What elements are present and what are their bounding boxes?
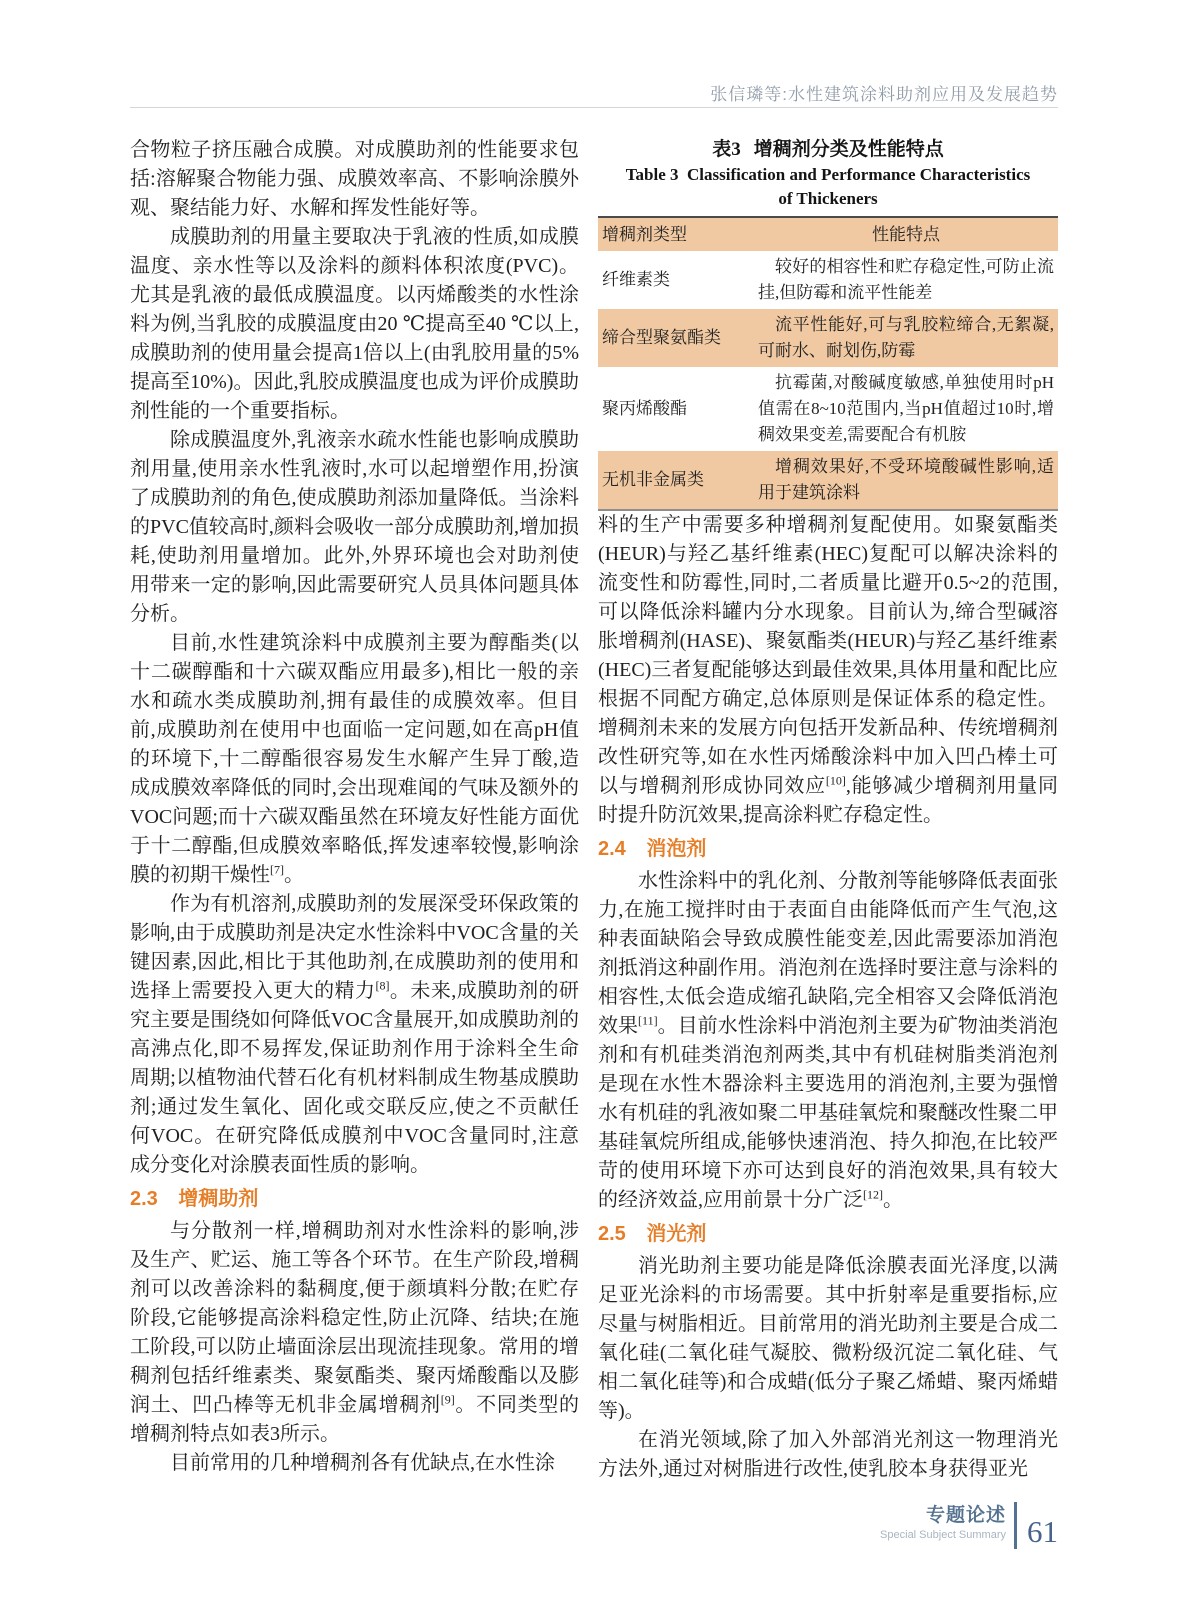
cell-performance: 抗霉菌,对酸碱度敏感,单独使用时pH值需在8~10范围内,当pH值超过10时,增稠效果变差,需要配合有机胺 — [758, 373, 1054, 444]
running-title: 张信璘等:水性建筑涂料助剂应用及发展趋势 — [710, 85, 1058, 104]
paragraph: 目前常用的几种增稠剂各有优缺点,在水性涂 — [170, 1452, 555, 1474]
section-heading-2-4 — [598, 836, 1058, 863]
table-row — [598, 451, 1058, 510]
right-column — [598, 136, 1058, 1484]
cell-performance: 流平性能好,可与乳胶粒缔合,无絮凝,可耐水、耐划伤,防霉 — [758, 315, 1054, 360]
section-number: 2.3 — [130, 1188, 158, 1210]
section-heading-2-3 — [130, 1186, 579, 1213]
cell-thickener-type: 纤维素类 — [602, 270, 670, 289]
cell-thickener-type: 聚丙烯酸酯 — [602, 399, 687, 418]
paragraph: 除成膜温度外,乳液亲水疏水性能也影响成膜助剂用量,使用亲水性乳液时,水可以起增塑作用,扮演了成膜助剂的角色,使成膜助剂添加量降低。当涂料的PVC值较高时,颜料会吸收一部分成膜助剂,增加损耗,使助剂用量增加。此外,外界环境也会对助剂使用带来一定的影响,因此需要研究人员具体问题具体分析。 — [130, 429, 579, 625]
cell-thickener-type: 无机非金属类 — [602, 470, 704, 489]
paragraph: 料的生产中需要多种增稠剂复配使用。如聚氨酯类(HEUR)与羟乙基纤维素(HEC)复配可以解决涂料的流变性和防霉性,同时,二者质量比避开0.5~2的范围,可以降低涂料罐内分水现象。目前认为,缔合型碱溶胀增稠剂(HASE)、聚氨酯类(HEUR)与羟乙基纤维素(HEC)三者复配能够达到最佳效果,具体用量和配比应根据不同配方确定,总体原则是保证体系的稳定性。增稠剂未来的发展方向包括开发新品种、传统增稠剂改性研究等,如在水性丙烯酸涂料中加入凹凸棒土可以与增稠剂形成协同效应[10],能够减少增稠剂用量同时提升防沉效果,提高涂料贮存稳定性。 — [598, 514, 1059, 826]
table-caption-zh — [598, 136, 1058, 163]
section-number: 2.4 — [598, 838, 626, 860]
header-divider — [130, 107, 1058, 108]
footer-divider-bar — [1014, 1502, 1017, 1549]
paragraph: 合物粒子挤压融合成膜。对成膜助剂的性能要求包括:溶解聚合物能力强、成膜效率高、不影响涂膜外观、聚结能力好、水解和挥发性能好等。 — [130, 139, 579, 219]
left-column — [130, 136, 579, 1478]
section-title: 消光剂 — [646, 1223, 707, 1245]
paragraph: 作为有机溶剂,成膜助剂的发展深受环保政策的影响,由于成膜助剂是决定水性涂料中VOC含量的关键因素,因此,相比于其他助剂,在成膜助剂的使用和选择上需要投入更大的精力[8]。未来,成膜助剂的研究主要是围绕如何降低VOC含量展开,如成膜助剂的高沸点化,即不易挥发,保证助剂作用于涂料全生命周期;以植物油代替石化有机材料制成生物基成膜助剂;通过发生氧化、固化或交联反应,使之不贡献任何VOC。在研究降低成膜剂中VOC含量同时,注意成分变化对涂膜表面性质的影响。 — [130, 893, 580, 1176]
table-row — [598, 309, 1058, 367]
column-header-thickener-type: 增稠剂类型 — [602, 224, 687, 244]
table-header-row — [598, 217, 1058, 251]
cell-performance: 增稠效果好,不受环境酸碱性影响,适用于建筑涂料 — [758, 457, 1054, 502]
table-number-label: 表3 — [712, 139, 741, 160]
running-head — [130, 80, 1058, 105]
cell-thickener-type: 缔合型聚氨酯类 — [602, 328, 721, 347]
cell-performance: 较好的相容性和贮存稳定性,可防止流挂,但防霉和流平性能差 — [758, 257, 1054, 302]
paragraph: 在消光领域,除了加入外部消光剂这一物理消光方法外,通过对树脂进行改性,使乳胶本身获得亚光 — [598, 1429, 1058, 1480]
column-header-performance: 性能特点 — [872, 224, 940, 244]
paragraph: 消光助剂主要功能是降低涂膜表面光泽度,以满足亚光涂料的市场需要。其中折射率是重要指标,应尽量与树脂相近。目前常用的消光助剂主要是合成二氧化硅(二氧化硅气凝胶、微粉级沉淀二氧化硅、气相二氧化硅等)和合成蜡(低分子聚乙烯蜡、聚丙烯蜡等)。 — [598, 1255, 1058, 1422]
paragraph: 水性涂料中的乳化剂、分散剂等能够降低表面张力,在施工搅拌时由于表面自由能降低而产生气泡,这种表面缺陷会导致成膜性能变差,因此需要添加消泡剂抵消这种副作用。消泡剂在选择时要注意与涂料的相容性,太低会造成缩孔缺陷,完全相容又会降低消泡效果[11]。目前水性涂料中消泡剂主要为矿物油类消泡剂和有机硅类消泡剂两类,其中有机硅树脂类消泡剂是现在水性木器涂料主要选用的消泡剂,主要为强憎水有机硅的乳液如聚二甲基硅氧烷和聚醚改性聚二甲基硅氧烷所组成,能够快速消泡、持久抑泡,在比较严苛的使用环境下亦可达到良好的消泡效果,具有较大的经济效益,应用前景十分广泛[12]。 — [598, 870, 1059, 1211]
table-caption-en-line1: Table 3 Classification and Performance Characteristics — [625, 165, 1031, 184]
table-row — [598, 251, 1058, 309]
section-heading-2-5 — [598, 1221, 1058, 1248]
table-caption-en — [598, 163, 1058, 211]
table-title-zh: 增稠剂分类及性能特点 — [753, 139, 944, 160]
paragraph: 目前,水性建筑涂料中成膜剂主要为醇酯类(以十二碳醇酯和十六碳双酯应用最多),相比一般的亲水和疏水类成膜助剂,拥有最佳的成膜效率。但目前,成膜助剂在使用中也面临一定问题,如在高pH值的环境下,十二醇酯很容易发生水解产生异丁酸,造成成膜效率降低的同时,会出现难闻的气味及额外的VOC问题;而十六碳双酯虽然在环境友好性能方面优于十二醇酯,但成膜效率略低,挥发速率较慢,影响涂膜的初期干燥性[7]。 — [130, 632, 579, 886]
paragraph: 成膜助剂的用量主要取决于乳液的性质,如成膜温度、亲水性等以及涂料的颜料体积浓度(PVC)。尤其是乳液的最低成膜温度。以丙烯酸类的水性涂料为例,当乳胶的成膜温度由20 ℃提高至40 ℃以上,成膜助剂的使用量会提高1倍以上(由乳胶用量的5%提高至10%)。因此,乳胶成膜温度也成为评价成膜助剂性能的一个重要指标。 — [130, 226, 579, 422]
section-number: 2.5 — [598, 1223, 626, 1245]
footer-section-en: Special Subject Summary — [880, 1529, 1006, 1541]
paragraph: 与分散剂一样,增稠助剂对水性涂料的影响,涉及生产、贮运、施工等各个环节。在生产阶段,增稠剂可以改善涂料的黏稠度,便于颜填料分散;在贮存阶段,它能够提高涂料稳定性,防止沉降、结块;在施工阶段,可以防止墙面涂层出现流挂现象。常用的增稠剂包括纤维素类、聚氨酯类、聚丙烯酸酯以及膨润土、凹凸棒等无机非金属增稠剂[9]。不同类型的增稠剂特点如表3所示。 — [130, 1220, 580, 1445]
page-number: 61 — [1027, 1514, 1058, 1549]
thickener-table — [598, 216, 1058, 511]
table-caption-en-line2: of Thickeners — [778, 189, 878, 208]
footer-section-zh: 专题论述 — [925, 1505, 1006, 1526]
page-footer — [880, 1500, 1058, 1552]
table-row — [598, 367, 1058, 451]
section-title: 消泡剂 — [646, 838, 707, 860]
section-title: 增稠助剂 — [178, 1188, 259, 1210]
footer-section-labels — [880, 1500, 1006, 1543]
